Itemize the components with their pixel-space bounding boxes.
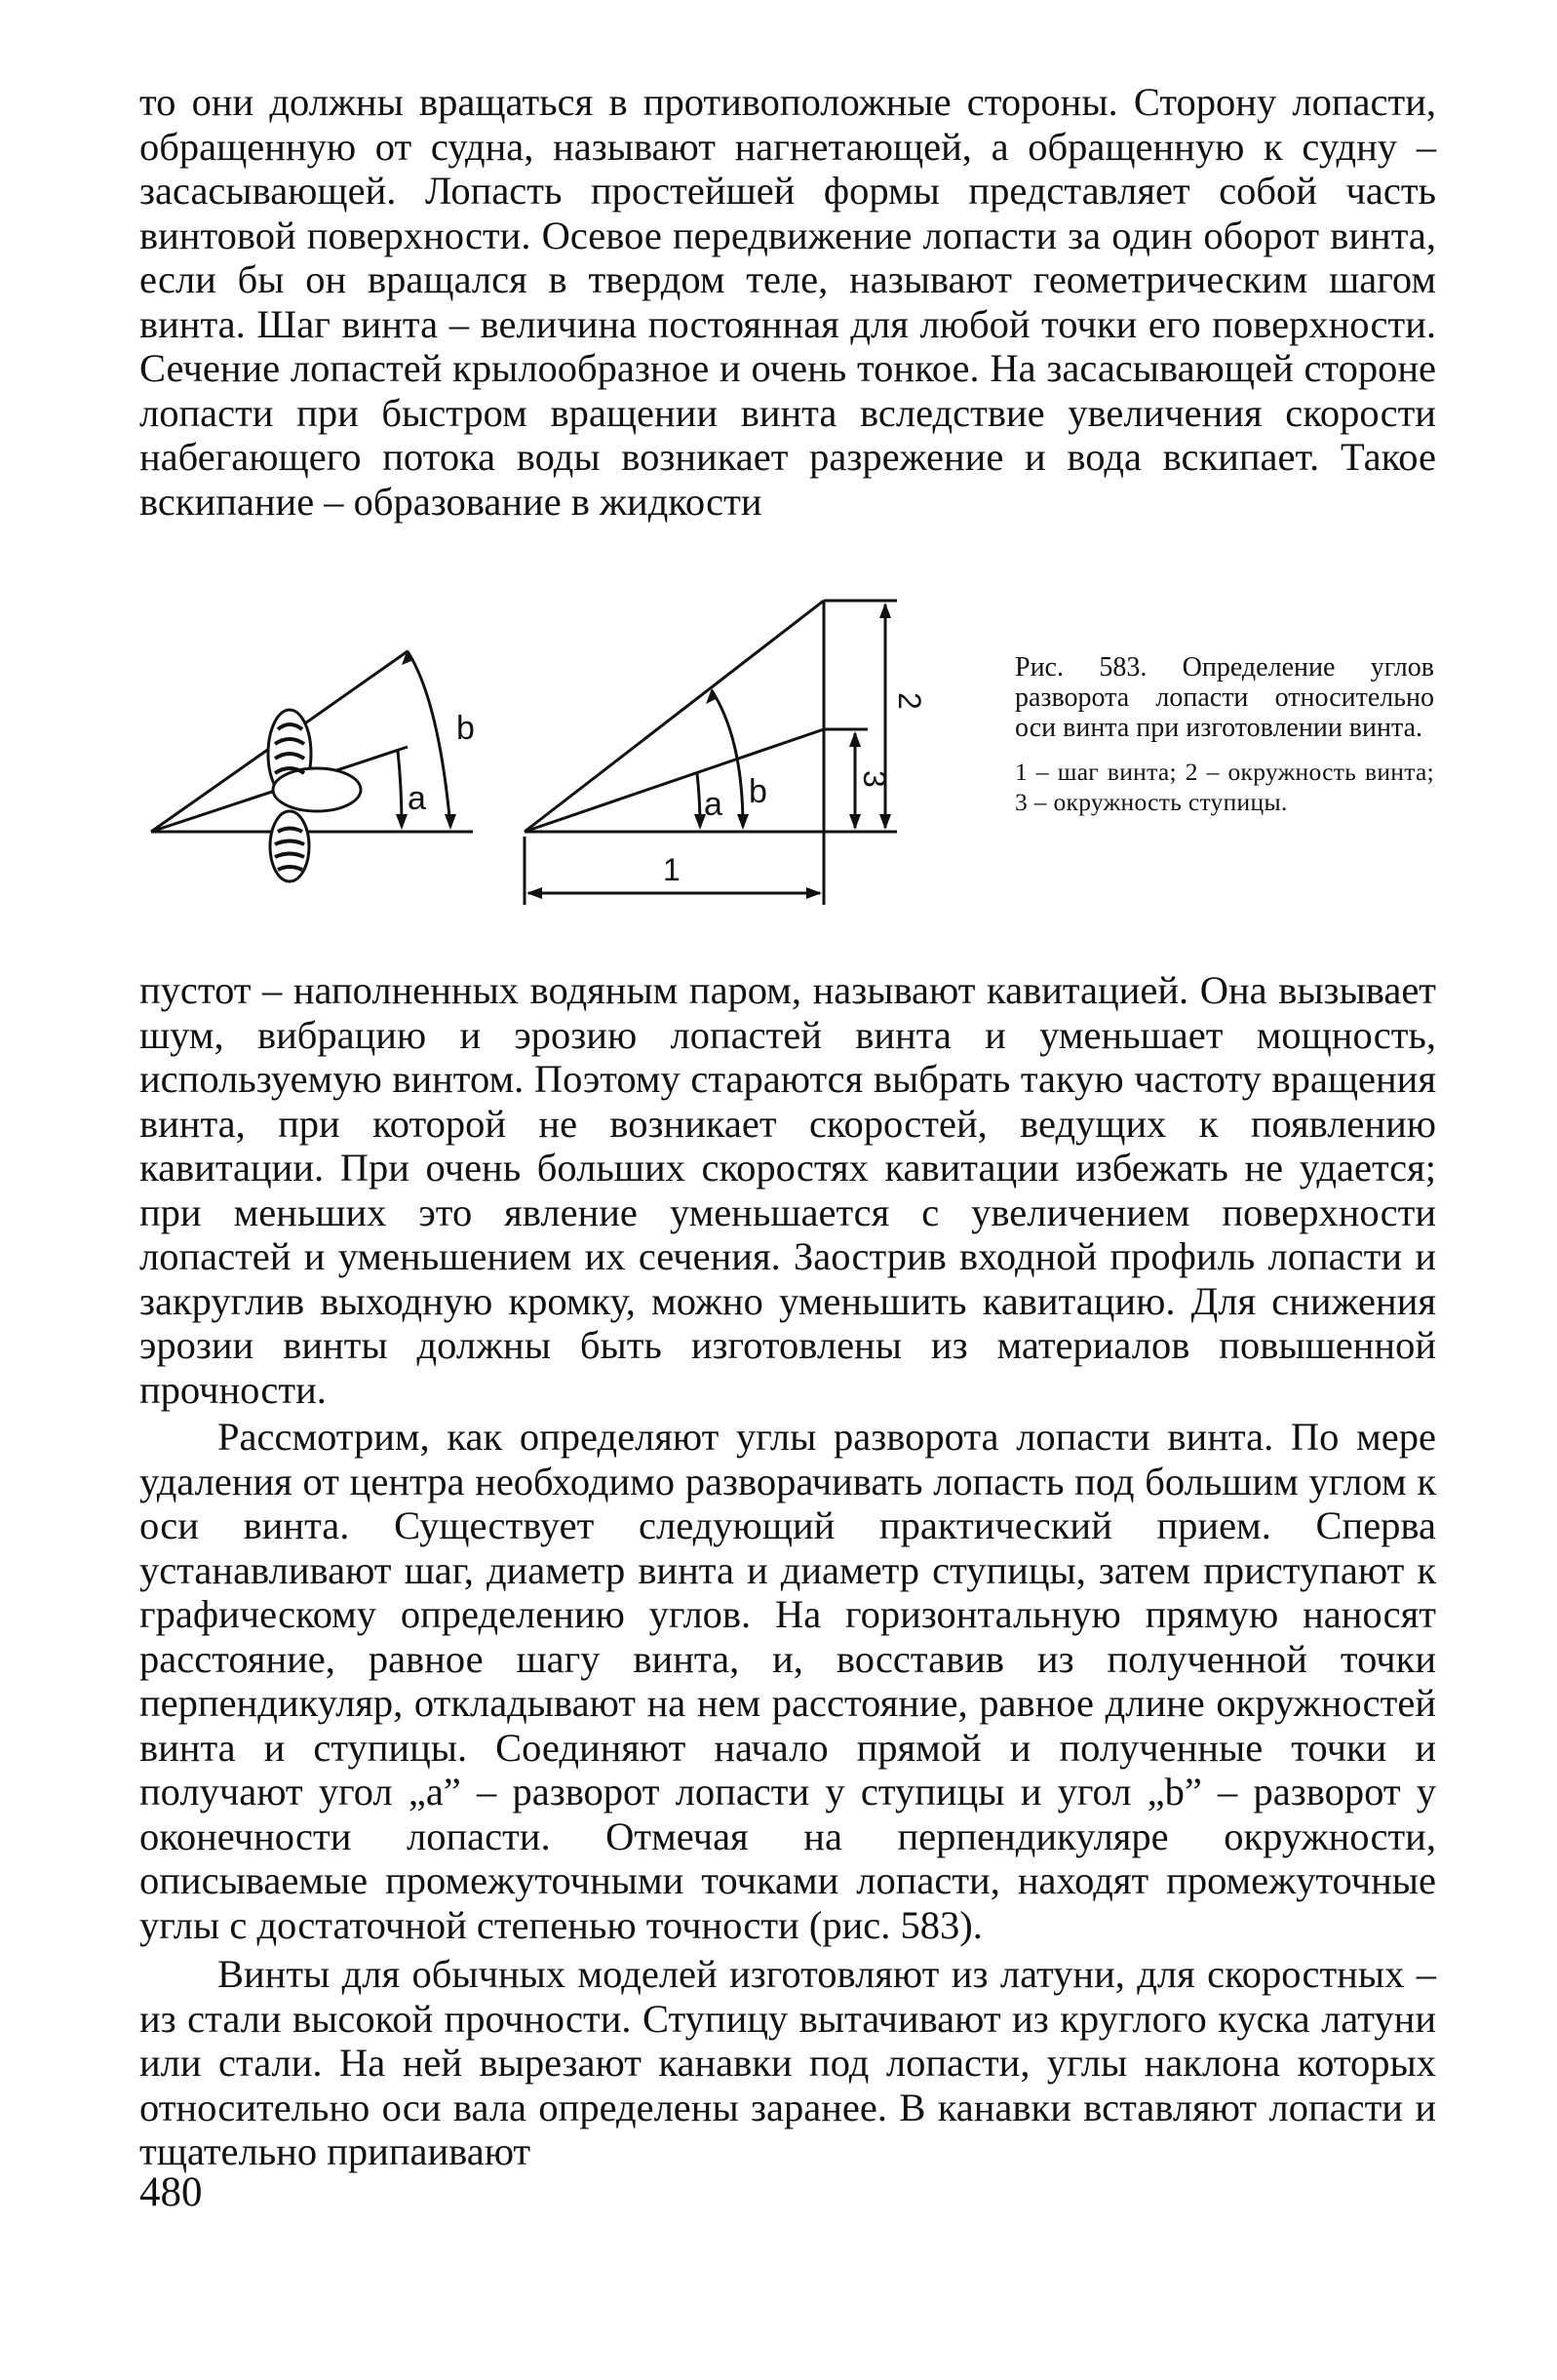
body-paragraph: пустот – наполненных водяным паром, называют кавитацией. Она вызывает шум, вибрацию и эрозию лопастей винта и уменьшает мощность, используемую винтом. Поэтому стараются выбрать такую частоту вращения винта, при которой не возникает скоростей, ведущих к появлению кавитации. При очень больших скоростях кавитации избежать не удается; при меньших это явление уменьшается с увеличением поверхности лопастей и уменьшением их сечения. Заострив входной профиль лопасти и закруглив выходную кромку, можно уменьшить кавитацию. Для снижения эрозии винты должны быть изготовлены из материалов повышенной прочности. [139,968,1436,1412]
propeller-hub [273,768,361,811]
label-angle-a-left: a [408,780,426,817]
label-angle-b-left: b [456,710,475,747]
label-circumference-hub: 3 [857,770,892,788]
label-pitch: 1 [663,852,681,887]
caption-legend: 1 – шаг винта; 2 – окружность винта; 3 – окружность ступицы. [1015,758,1434,816]
page-number: 480 [139,2169,203,2215]
label-angle-a-right: a [704,786,722,823]
caption-title: Рис. 583. Определение углов разворота лопасти относительно оси винта при изготовлении винта. [1015,652,1434,743]
label-angle-b-right: b [749,773,767,810]
line-to-circumference-screw [525,601,824,832]
label-circumference-screw: 2 [892,692,927,710]
line-to-circumference-hub [525,729,824,832]
figure-caption [1015,652,1434,817]
figure-583-diagram [146,583,936,924]
body-paragraph: Винты для обычных моделей изготовляют из латуни, для скоростных – из стали высокой прочности. Ступицу вытачивают из круглого куска латуни или стали. На ней вырезают канавки под лопасти, углы наклона которых относительно оси вала определены заранее. В канавки вставляют лопасти и тщательно припаивают [139,1952,1436,2173]
body-paragraph: то они должны вращаться в противоположные стороны. Сторону лопасти, обращенную от судна, называют нагнетающей, а обращенную к судну – засасывающей. Лопасть простейшей формы представляет собой часть винтовой поверхности. Осевое передвижение лопасти за один оборот винта, если бы он вращался в твердом теле, называют геометрическим шагом винта. Шаг винта – величина постоянная для любой точки его поверхности. Сечение лопастей крылообразное и очень тонкое. На засасывающей стороне лопасти при быстром вращении винта вследствие увеличения скорости набегающего потока воды возникает разрежение и вода вскипает. Такое вскипание – образование в жидкости [139,80,1436,524]
propeller-lower-blade [270,811,309,881]
body-paragraph: Рассмотрим, как определяют углы разворота лопасти винта. По мере удаления от центра необходимо разворачивать лопасть под большим углом к оси винта. Существует следующий практический прием. Сперва устанавливают шаг, диаметр винта и диаметр ступицы, затем приступают к графическому определению углов. На горизонтальную прямую наносят расстояние, равное шагу винта, и, восставив из полученной точки перпендикуляр, откладывают на нем расстояние, равное длине окружностей винта и ступицы. Соединяют начало прямой и полученные точки и получают угол „а” – разворот лопасти у ступицы и угол „b” – разворот у оконечности лопасти. Отмечая на перпендикуляре окружности, описываемые промежуточными точками лопасти, находят промежуточные углы с достаточной степенью точности (рис. 583). [139,1415,1436,1947]
